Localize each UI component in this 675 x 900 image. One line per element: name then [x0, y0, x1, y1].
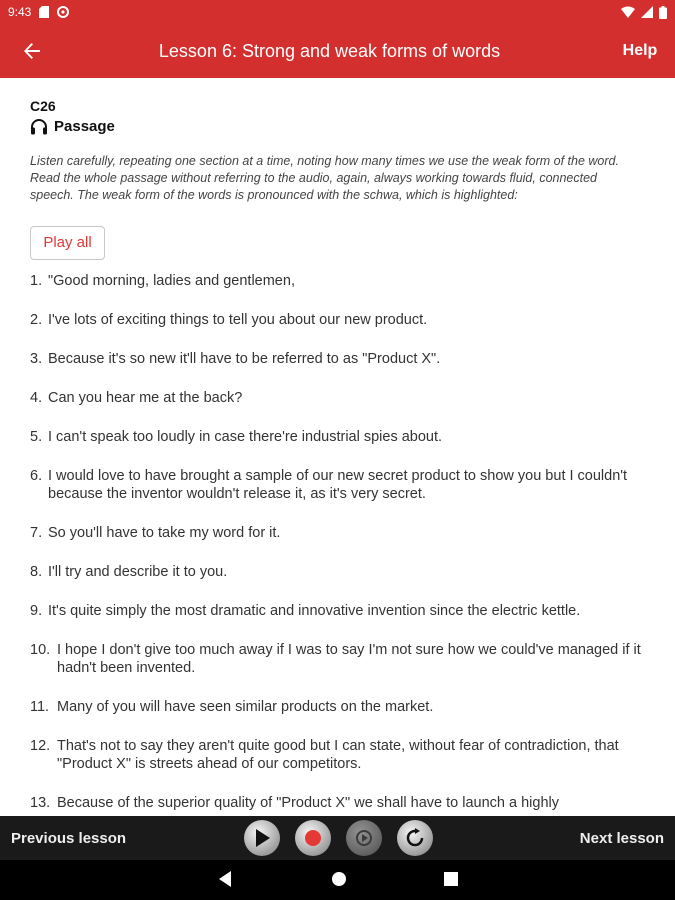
record-button[interactable]: [295, 820, 331, 856]
play-icon: [254, 829, 270, 847]
lesson-controls-bar: [0, 816, 675, 860]
sentence-number: 9.: [30, 603, 43, 619]
sentence-number: 12.: [30, 738, 51, 754]
sentence-text: "Good morning, ladies and gentlemen,: [48, 273, 295, 289]
section-title: Passage: [54, 118, 115, 135]
sentence-text: That's not to say they aren't quite good but I can state, without fear of contradiction, that "Product X" is streets ahead of our competitors.: [57, 738, 619, 772]
arrow-left-icon: [23, 42, 41, 60]
lesson-content[interactable]: [0, 78, 675, 816]
app-bar: [0, 24, 675, 78]
home-circle-icon[interactable]: [330, 870, 348, 888]
sentence-item[interactable]: [30, 350, 645, 368]
back-triangle-icon[interactable]: [217, 870, 233, 888]
sentence-number: 1.: [30, 273, 43, 289]
sentence-text: I've lots of exciting things to tell you about our new product.: [48, 312, 428, 328]
sentence-number: 7.: [30, 525, 43, 541]
repeat-icon: [405, 828, 425, 848]
sentence-number: 10.: [30, 642, 51, 658]
sentence-number: 6.: [30, 468, 43, 484]
previous-lesson-button[interactable]: Previous lesson: [11, 829, 127, 847]
sentence-item[interactable]: [30, 698, 645, 716]
sentence-text: I'll try and describe it to you.: [48, 564, 228, 580]
wifi-icon: [621, 6, 635, 18]
sentence-number: 4.: [30, 390, 43, 406]
system-nav-bar: [0, 860, 675, 900]
sentence-item[interactable]: [30, 641, 645, 677]
status-left: [8, 5, 69, 19]
sentence-number: 11.: [30, 699, 50, 715]
help-button[interactable]: Help: [622, 42, 658, 59]
sentence-item[interactable]: [30, 794, 645, 812]
lesson-code: C26: [30, 98, 56, 114]
record-icon: [304, 829, 322, 847]
sentence-number: 5.: [30, 429, 43, 445]
status-right: [621, 6, 667, 19]
play-button[interactable]: [244, 820, 280, 856]
sentence-text: I hope I don't give too much away if I was to say I'm not sure how we could've managed if it hadn't been invented.: [57, 642, 641, 676]
instructions-text: Listen carefully, repeating one section at a time, noting how many times we use the weak form of the word. Read the whole passage without referring to the audio, again, always working towards fluid, connected speech. The weak form of the words is pronounced with the schwa, which is highlighted:: [30, 154, 619, 202]
sentence-item[interactable]: [30, 311, 645, 329]
headphones-icon: [30, 118, 48, 135]
sentence-text: Because of the superior quality of "Product X" we shall have to launch a highly: [57, 795, 559, 811]
sentence-item[interactable]: [30, 428, 645, 446]
sentence-item[interactable]: [30, 272, 645, 290]
sentence-text: Can you hear me at the back?: [48, 390, 243, 406]
sd-card-icon: [39, 6, 49, 18]
sentence-item[interactable]: [30, 737, 645, 773]
sentence-text: Because it's so new it'll have to be referred to as "Product X".: [48, 351, 441, 367]
sentence-item[interactable]: [30, 389, 645, 407]
next-lesson-button[interactable]: Next lesson: [579, 829, 664, 847]
cell-signal-icon: [641, 6, 653, 18]
playback-recording-button[interactable]: [346, 820, 382, 856]
battery-icon: [659, 6, 667, 19]
sync-icon: [57, 6, 69, 18]
app-title: Lesson 6: Strong and weak forms of words: [158, 40, 501, 61]
sentence-text: I would love to have brought a sample of our new secret product to show you but I couldn't because the inventor wouldn't release it, as it's very secret.: [48, 468, 628, 502]
play-all-button[interactable]: Play all: [30, 226, 105, 260]
recents-square-icon[interactable]: [443, 870, 459, 888]
repeat-button[interactable]: [397, 820, 433, 856]
sentence-text: Many of you will have seen similar products on the market.: [57, 699, 434, 715]
section-header: [30, 118, 645, 135]
sentence-list: [30, 272, 645, 812]
status-time: 9:43: [8, 5, 32, 19]
back-button[interactable]: [0, 24, 64, 78]
sentence-item[interactable]: [30, 563, 645, 581]
sentence-item[interactable]: [30, 602, 645, 620]
status-bar: [0, 0, 675, 24]
sentence-text: I can't speak too loudly in case there're industrial spies about.: [48, 429, 443, 445]
sentence-number: 3.: [30, 351, 43, 367]
playback-recording-icon: [355, 829, 373, 847]
sentence-number: 8.: [30, 564, 43, 580]
sentence-item[interactable]: [30, 524, 645, 542]
sentence-text: So you'll have to take my word for it.: [48, 525, 281, 541]
sentence-item[interactable]: [30, 467, 645, 503]
sentence-number: 2.: [30, 312, 43, 328]
sentence-text: It's quite simply the most dramatic and innovative invention since the electric kettle.: [48, 603, 581, 619]
sentence-number: 13.: [30, 795, 51, 811]
